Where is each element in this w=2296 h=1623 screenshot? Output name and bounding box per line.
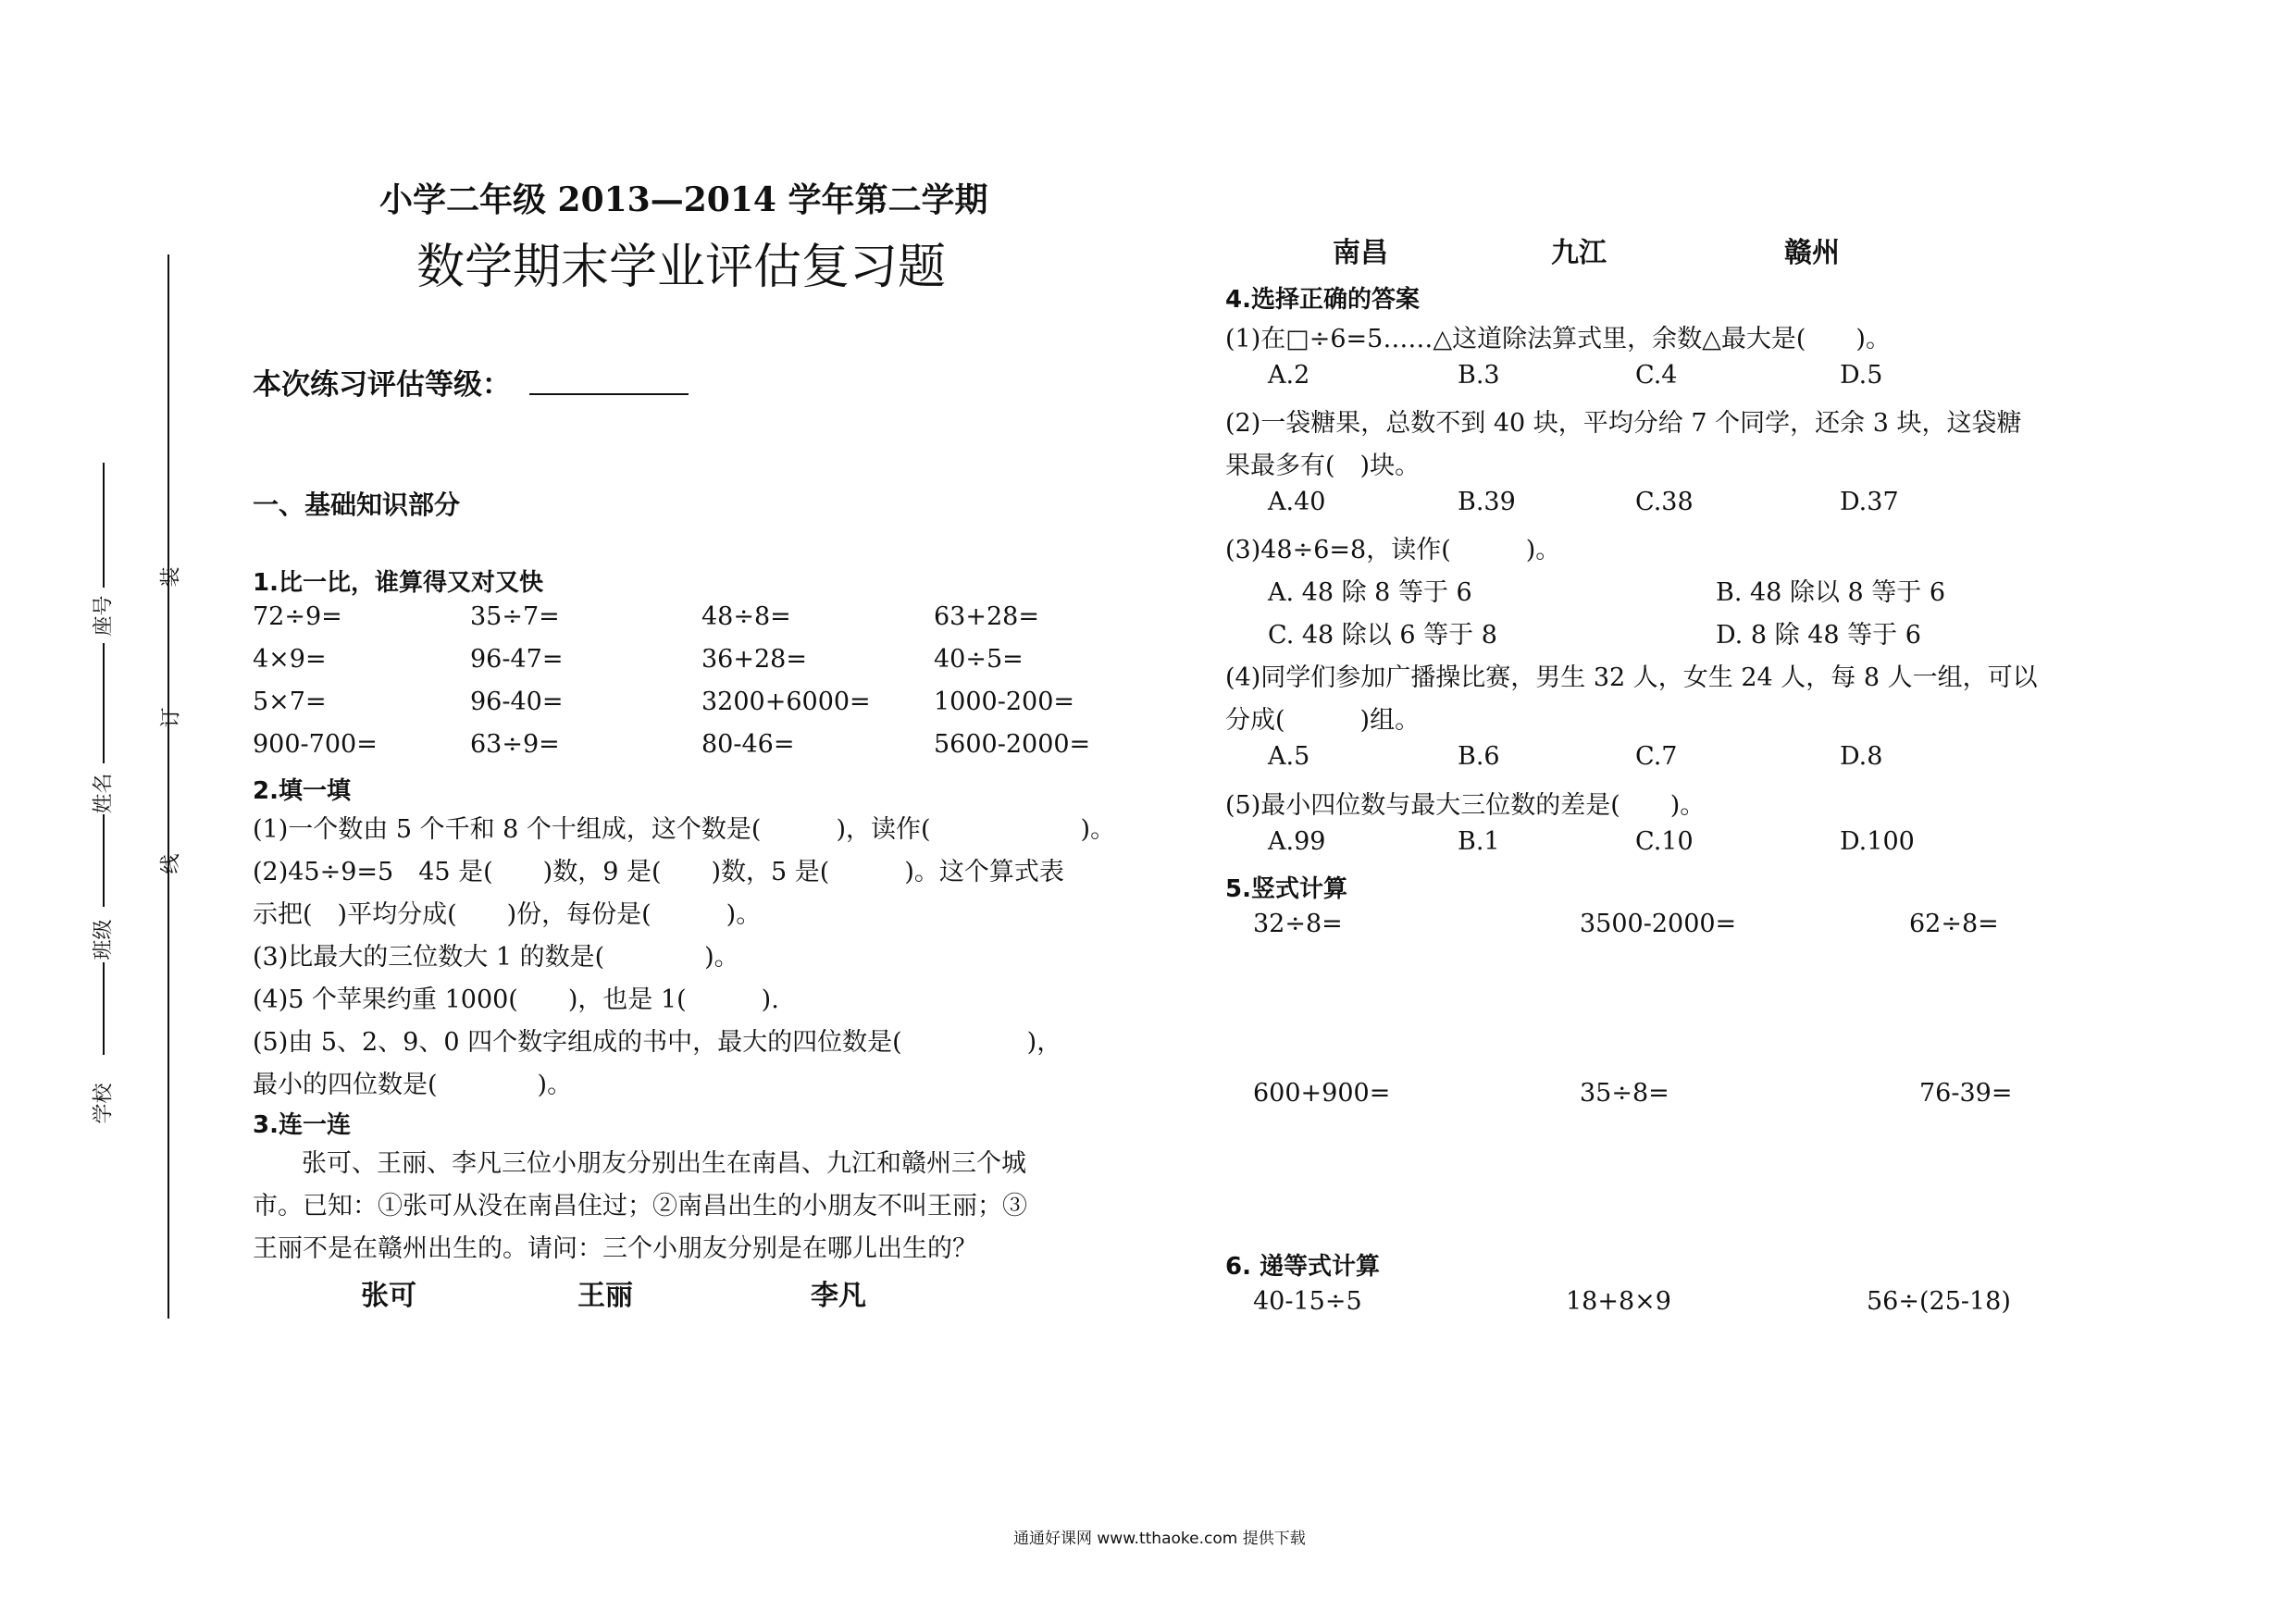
q4-option[interactable]: C.38: [1635, 488, 1694, 516]
exam-subtitle: 小学二年级 2013—2014 学年第二学期: [379, 180, 988, 219]
q4-option[interactable]: C.4: [1635, 361, 1678, 390]
q1-item: 80-46=: [701, 730, 795, 759]
person-wangli[interactable]: 王丽: [577, 1280, 633, 1312]
q4-question: (4)同学们参加广播操比赛，男生 32 人，女生 24 人，每 8 人一组，可以: [1225, 663, 2038, 692]
q4-question: (2)一袋糖果，总数不到 40 块，平均分给 7 个同学，还余 3 块，这袋糖: [1225, 409, 2022, 438]
q4-option[interactable]: B.6: [1458, 742, 1500, 771]
q2-line: (1)一个数由 5 个千和 8 个十组成，这个数是( )，读作( )。: [253, 815, 1116, 844]
q1-item: 48÷8=: [701, 602, 791, 631]
q1-item: 5600-2000=: [934, 730, 1091, 759]
q1-item: 63+28=: [934, 602, 1039, 631]
q4-option[interactable]: B.39: [1458, 488, 1516, 516]
q5-item: 35÷8=: [1580, 1079, 1669, 1108]
q1-item: 5×7=: [253, 688, 327, 716]
q4-option[interactable]: C.7: [1635, 742, 1678, 771]
q4-question: (1)在□÷6=5……△这道除法算式里，余数△最大是( )。: [1225, 325, 1891, 353]
q1-item: 36+28=: [701, 645, 807, 674]
q1-item: 4×9=: [253, 645, 327, 674]
q4-option[interactable]: A.40: [1268, 488, 1326, 516]
q1-title: 1.比一比，谁算得又对又快: [253, 569, 543, 597]
field-line-name: [103, 643, 105, 763]
q1-item: 40÷5=: [934, 645, 1024, 674]
q4-option[interactable]: D.37: [1840, 488, 1899, 516]
q4-question: (5)最小四位数与最大三位数的差是( )。: [1225, 791, 1706, 820]
q4-title: 4.选择正确的答案: [1225, 286, 1420, 314]
binding-mark-1: 装: [159, 566, 183, 588]
q3-line: 市。已知：①张可从没在南昌住过；②南昌出生的小朋友不叫王丽；③: [253, 1192, 1027, 1220]
q5-item: 600+900=: [1253, 1079, 1391, 1108]
city-nanchang[interactable]: 南昌: [1333, 237, 1388, 269]
q4-option[interactable]: B. 48 除以 8 等于 6: [1716, 578, 1946, 607]
q3-line: 张可、王丽、李凡三位小朋友分别出生在南昌、九江和赣州三个城: [302, 1149, 1026, 1178]
q2-line: (2)45÷9=5 45 是( )数，9 是( )数，5 是( )。这个算式表: [253, 858, 1064, 886]
q4-question: 果最多有( )块。: [1225, 452, 1421, 480]
q5-item: 62÷8=: [1909, 910, 1999, 938]
q4-question: 分成( )组。: [1225, 706, 1421, 735]
section-1-title: 一、基础知识部分: [253, 489, 461, 520]
q2-title: 2.填一填: [253, 777, 351, 805]
field-line-school: [103, 962, 105, 1055]
q4-option[interactable]: C. 48 除以 6 等于 8: [1268, 621, 1497, 650]
q5-item: 76-39=: [1919, 1079, 2013, 1108]
grade-label: 本次练习评估等级：: [253, 368, 511, 402]
q2-line: (4)5 个苹果约重 1000( )，也是 1( ).: [253, 985, 779, 1014]
footer-source: 通通好课网 www.tthaoke.com 提供下载: [1013, 1530, 1306, 1548]
q4-option[interactable]: B.3: [1458, 361, 1500, 390]
binding-mark-2: 订: [159, 707, 183, 728]
field-label-name: 姓名: [92, 773, 116, 814]
q1-item: 900-700=: [253, 730, 378, 759]
q5-item: 32÷8=: [1253, 910, 1343, 938]
q6-item: 40-15÷5: [1253, 1287, 1362, 1316]
q3-line: 王丽不是在赣州出生的。请问：三个小朋友分别是在哪儿出生的？: [253, 1234, 977, 1263]
field-label-class: 班级: [92, 919, 116, 960]
q1-item: 72÷9=: [253, 602, 342, 631]
binding-line: [168, 254, 169, 1319]
field-line-class: [103, 814, 105, 907]
q4-option[interactable]: A.99: [1268, 827, 1326, 856]
q5-title: 5.竖式计算: [1225, 875, 1347, 903]
q4-option[interactable]: C.10: [1635, 827, 1694, 856]
q4-option[interactable]: D.5: [1840, 361, 1883, 390]
grade-blank[interactable]: [529, 393, 689, 395]
q6-title: 6. 递等式计算: [1225, 1253, 1381, 1281]
field-label-seat: 座号: [92, 595, 116, 637]
q4-option[interactable]: B.1: [1458, 827, 1500, 856]
q2-line: 最小的四位数是( )。: [253, 1071, 573, 1099]
q4-option[interactable]: A.5: [1268, 742, 1310, 771]
field-label-school: 学校: [92, 1083, 116, 1124]
page-title: 数学期末学业评估复习题: [416, 240, 947, 295]
q4-option[interactable]: A.2: [1268, 361, 1310, 390]
field-line-seat: [103, 463, 105, 588]
q4-option[interactable]: D.100: [1840, 827, 1915, 856]
q5-item: 3500-2000=: [1580, 910, 1737, 938]
binding-mark-3: 线: [159, 853, 183, 874]
q6-item: 56÷(25-18): [1867, 1287, 2011, 1316]
q6-item: 18+8×9: [1566, 1287, 1671, 1316]
q1-item: 3200+6000=: [701, 688, 871, 716]
q1-item: 96-40=: [470, 688, 564, 716]
q4-option[interactable]: D. 8 除 48 等于 6: [1716, 621, 1921, 650]
person-lifan[interactable]: 李凡: [811, 1280, 866, 1312]
person-zhangke[interactable]: 张可: [361, 1280, 416, 1312]
q1-item: 1000-200=: [934, 688, 1074, 716]
q1-item: 35÷7=: [470, 602, 560, 631]
q3-title: 3.连一连: [253, 1111, 351, 1139]
q4-option[interactable]: A. 48 除 8 等于 6: [1268, 578, 1472, 607]
q1-item: 63÷9=: [470, 730, 560, 759]
q2-line: (5)由 5、2、9、0 四个数字组成的书中，最大的四位数是( )，: [253, 1028, 1062, 1057]
city-jiujiang[interactable]: 九江: [1551, 237, 1607, 269]
q2-line: (3)比最大的三位数大 1 的数是( )。: [253, 943, 739, 972]
q4-question: (3)48÷6=8，读作( )。: [1225, 536, 1561, 564]
city-ganzhou[interactable]: 赣州: [1784, 237, 1840, 269]
q2-line: 示把( )平均分成( )份，每份是( )。: [253, 900, 762, 929]
q4-option[interactable]: D.8: [1840, 742, 1883, 771]
q1-item: 96-47=: [470, 645, 564, 674]
